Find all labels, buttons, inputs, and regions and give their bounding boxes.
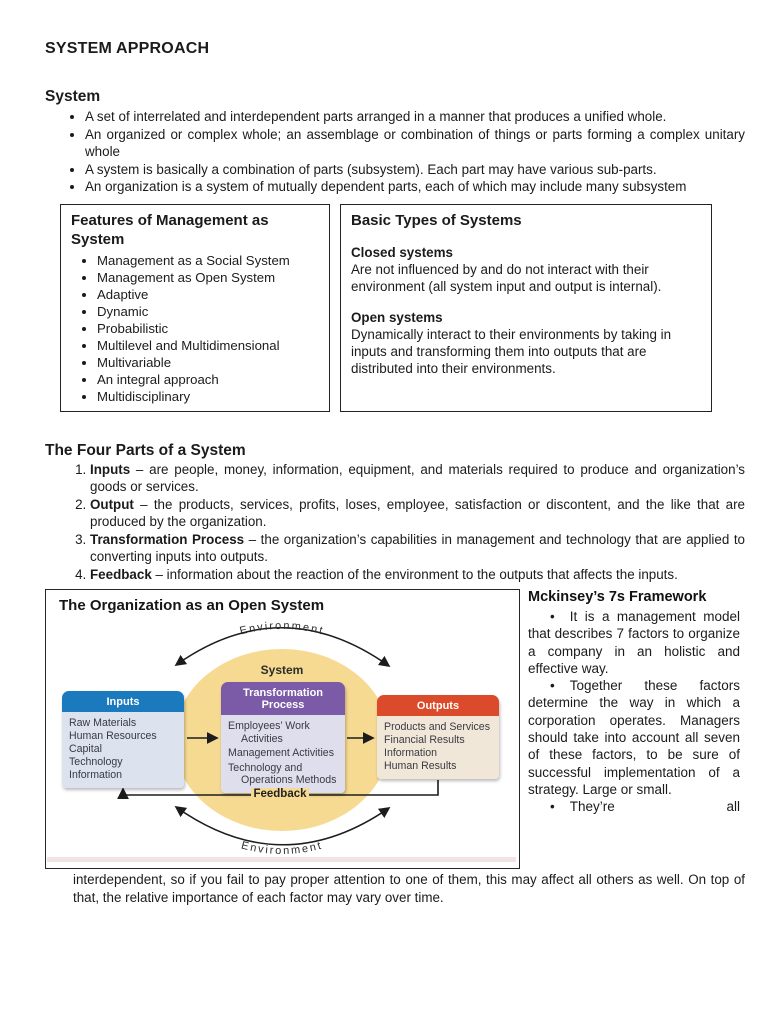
inputs-item: Human Resources xyxy=(69,730,157,742)
feedback-label: Feedback xyxy=(251,788,309,800)
transformation-item: Management Activities xyxy=(228,747,334,760)
four-parts-item xyxy=(90,566,745,584)
feature-item: • Dynamic xyxy=(97,303,321,320)
item-text: – information about the reaction of the environment to the outputs that affects the inputs. xyxy=(151,566,678,582)
four-parts-list xyxy=(45,461,745,584)
four-parts-item xyxy=(90,461,745,496)
four-parts-item xyxy=(90,531,745,566)
outputs-item: Human Results xyxy=(384,760,457,772)
four-parts-heading: The Four Parts of a System xyxy=(45,441,246,459)
framed-boxes-row xyxy=(60,204,745,412)
features-box xyxy=(60,204,330,412)
continuation-paragraph: interdependent, so if you fail to pay proper attention to one of them, this may affect all others as well. On top of that, the relative importance of each factor may vary over time. xyxy=(73,872,745,905)
feature-item: • Multilevel and Multidimensional xyxy=(97,337,321,354)
inputs-item: Raw Materials xyxy=(69,717,137,729)
item-text: – the organization’s capabilities in management and technology that are applied to converting inputs into outputs. xyxy=(90,531,745,564)
transformation-body xyxy=(221,715,345,793)
item-lead: Feedback xyxy=(90,566,152,582)
transformation-item: Employees’ Work Activities xyxy=(228,720,310,745)
outputs-box xyxy=(377,695,499,779)
system-bullet: • A set of interrelated and interdependent parts arranged in a manner that produces a unified whole. xyxy=(85,108,745,126)
item-lead: Transformation Process xyxy=(90,531,245,547)
outputs-item: Financial Results xyxy=(384,734,465,746)
feature-item: • Multidisciplinary xyxy=(97,388,321,405)
outputs-header: Outputs xyxy=(377,695,499,716)
environment-label-bottom: Environment xyxy=(239,839,325,858)
item-lead: Output xyxy=(90,496,134,512)
mckinsey-bullet: • It is a management model that describes 7 factors to organize a company in an holistic and effective way. xyxy=(528,608,740,677)
outputs-body xyxy=(377,716,499,779)
feature-item: • An integral approach xyxy=(97,371,321,388)
open-systems-text: Dynamically interact to their environments by taking in inputs and transforming them into outputs that are distributed into their environments. xyxy=(351,326,672,376)
types-box xyxy=(340,204,712,412)
open-system-diagram xyxy=(45,589,520,869)
system-section-heading: System xyxy=(45,88,101,105)
item-lead: Inputs xyxy=(90,461,131,477)
item-text: – the products, services, profits, loses, employee, satisfaction or discontent, and the like that are produced by the organization. xyxy=(90,496,745,529)
transformation-header: Transformation Process xyxy=(221,682,345,715)
inputs-header: Inputs xyxy=(62,691,184,712)
features-list xyxy=(69,252,321,405)
decor-strip xyxy=(47,857,516,862)
feature-item: • Multivariable xyxy=(97,354,321,371)
inputs-box xyxy=(62,691,184,788)
types-box-title: Basic Types of Systems xyxy=(351,211,522,229)
system-bullet: • A system is basically a combination of parts (subsystem). Each part may have various sub-parts. xyxy=(85,161,745,179)
inputs-item: Information xyxy=(69,769,122,781)
inputs-item: Capital xyxy=(69,743,102,755)
features-box-title: Features of Management as System xyxy=(71,211,269,248)
closed-systems-heading: Closed systems xyxy=(351,244,453,260)
feature-item: • Management as a Social System xyxy=(97,252,321,269)
system-bullet: • An organization is a system of mutually dependent parts, each of which may include many subsystem xyxy=(85,178,745,196)
diagram-title: The Organization as an Open System xyxy=(59,597,325,614)
mckinsey-column xyxy=(528,589,740,869)
page-title: SYSTEM APPROACH xyxy=(45,40,210,57)
item-text: – are people, money, information, equipment, and materials required to produce and organization’s goods or services. xyxy=(90,461,745,494)
system-bullet-list xyxy=(45,108,745,196)
outputs-item: Information xyxy=(384,747,437,759)
inputs-body xyxy=(62,712,184,788)
feature-item: • Management as Open System xyxy=(97,269,321,286)
outputs-item: Products and Services xyxy=(384,721,490,733)
feature-item: • Probabilistic xyxy=(97,320,321,337)
inputs-item: Technology xyxy=(69,756,123,768)
transformation-box xyxy=(221,682,345,793)
mckinsey-bullet: • They’re all xyxy=(528,798,740,815)
closed-systems-text: Are not influenced by and do not interact with their environment (all system input and output is internal). xyxy=(351,261,662,294)
feature-item: • Adaptive xyxy=(97,286,321,303)
system-bullet: • An organized or complex whole; an assemblage or combination of things or parts forming a complex unitary whole xyxy=(85,126,745,161)
transformation-item: Technology and Operations Methods xyxy=(228,761,337,787)
system-label: System xyxy=(260,663,304,677)
open-systems-heading: Open systems xyxy=(351,309,443,325)
environment-label-top: Environment xyxy=(238,619,326,638)
diagram-and-sidebar-row xyxy=(45,589,745,869)
mckinsey-heading: Mckinsey’s 7s Framework xyxy=(528,589,707,605)
four-parts-item xyxy=(90,496,745,531)
mckinsey-bullet: • Together these factors determine the way in which a corporation operates. Managers should take into account all seven of these factors, to be sure of successful implementation of a strategy. Large or small. xyxy=(528,677,740,798)
